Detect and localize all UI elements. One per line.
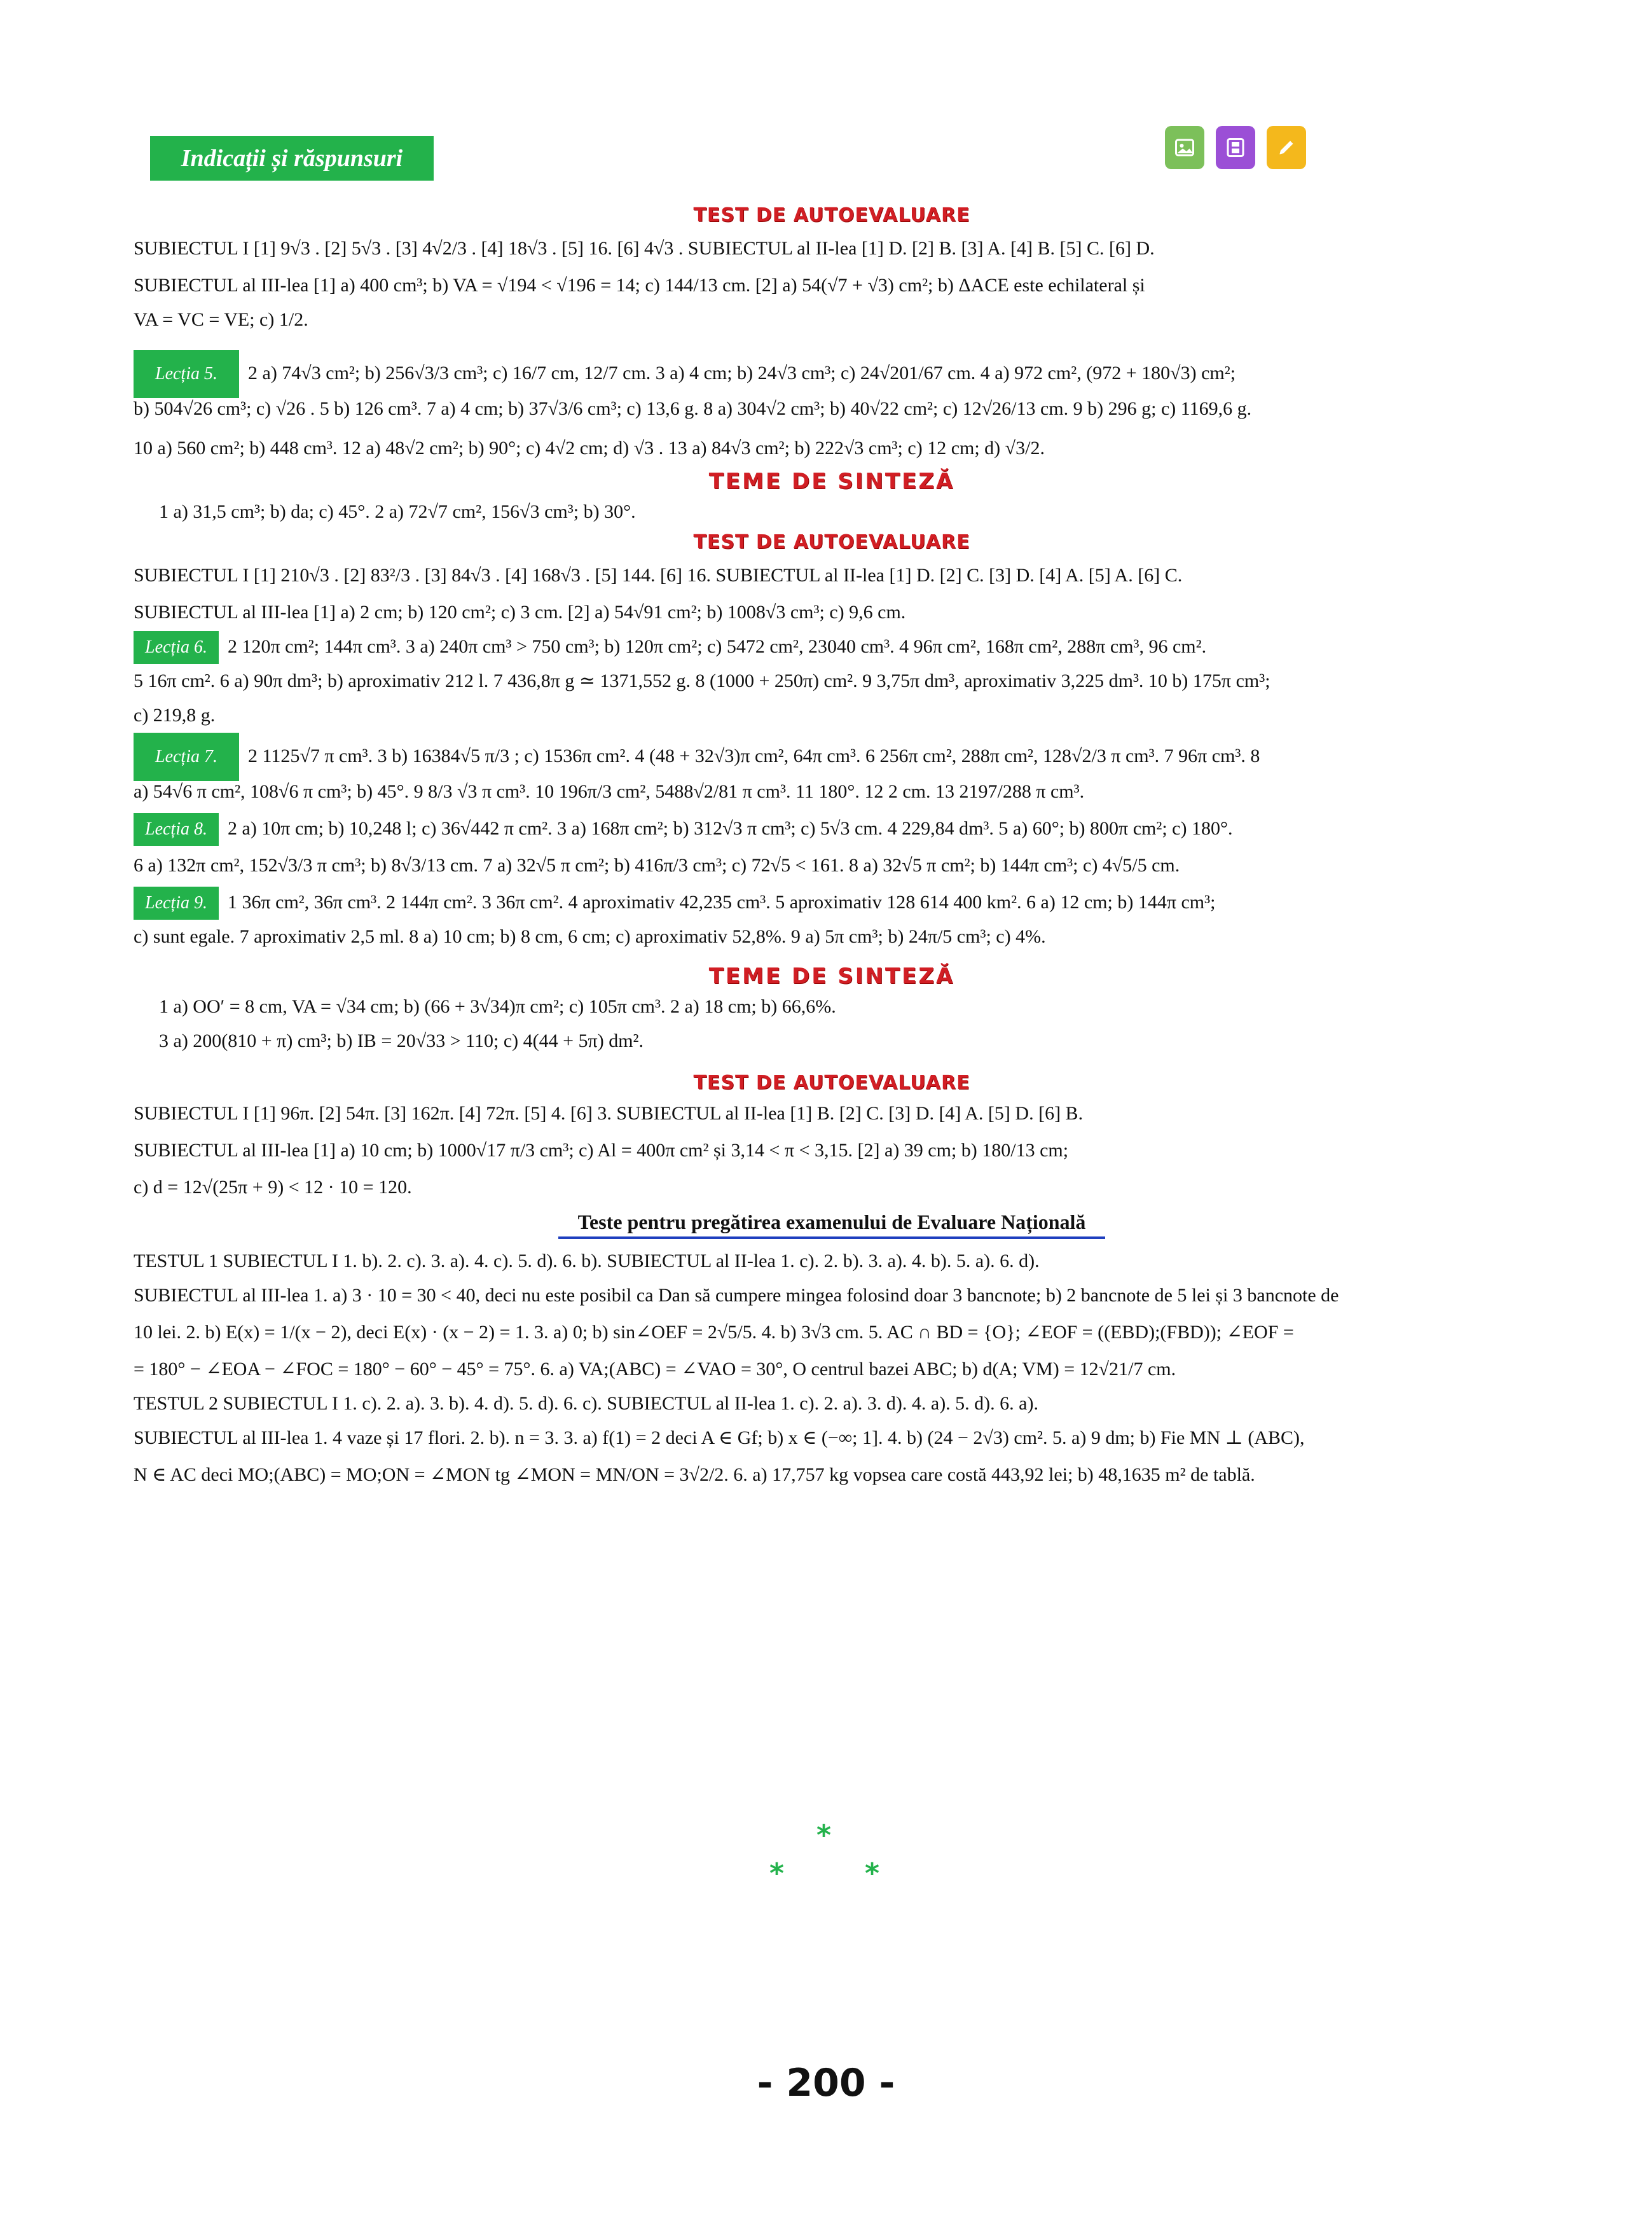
lesson-6-label: Lecția 6. — [134, 631, 219, 664]
test-title-2: TEST DE AUTOEVALUARE — [693, 531, 970, 553]
lesson9-text-1: 1 36π cm², 36π cm³. 2 144π cm². 3 36π cm². 4 aproximativ 42,235 cm³. 5 aproximativ 128 614 400 km². 6 a) 12 cm; b) 144π cm³; — [228, 892, 1216, 913]
lesson5-line-2: b) 504√26 cm³; c) √26 . 5 b) 126 cm³. 7 a) 4 cm; b) 37√3/6 cm³; c) 13,6 g. 8 a) 304√2 cm³; b) 40√22 cm²; c) 12√26/13 cm. 9 b) 296 g; c) 1169,6 g. — [134, 398, 1252, 419]
test2-line-2: SUBIECTUL al III-lea [1] a) 2 cm; b) 120 cm²; c) 3 cm. [2] a) 54√91 cm²; b) 1008√3 cm³; c) 9,6 cm. — [134, 602, 906, 623]
lesson6-line-3: c) 219,8 g. — [134, 705, 216, 726]
exam-line-2: SUBIECTUL al III-lea 1. a) 3 · 10 = 30 < 40, deci nu este posibil ca Dan să cumpere mingea folosind doar 3 bancnote; b) 2 bancnote de 5 lei și 3 bancnote de — [134, 1285, 1339, 1306]
exam-line-6: SUBIECTUL al III-lea 1. 4 vaze și 17 flori. 2. b). n = 3. 3. a) f(1) = 2 deci A ∈ Gf; b) x ∈ (−∞; 1]. 4. b) (24 − 2√3) cm². 5. a) 9 dm; b) Fie MN ⊥ (ABC), — [134, 1427, 1305, 1448]
test3-line-2: SUBIECTUL al III-lea [1] a) 10 cm; b) 1000√17 π/3 cm³; c) Al = 400π cm² și 3,14 < π < 3,15. [2] a) 39 cm; b) 180/13 cm; — [134, 1140, 1069, 1161]
toolbar — [1165, 126, 1306, 169]
exam-line-3: 10 lei. 2. b) E(x) = 1/(x − 2), deci E(x) · (x − 2) = 1. 3. a) 0; b) sin∠OEF = 2√5/5. 4. b) 3√3 cm. 5. AC ∩ BD = {O}; ∠EOF = ((EBD);(FBD)); ∠EOF = — [134, 1322, 1294, 1343]
star-icon: * — [865, 1857, 880, 1890]
lesson7-text-1: 2 1125√7 π cm³. 3 b) 16384√5 π/3 ; c) 1536π cm². 4 (48 + 32√3)π cm², 64π cm³. 6 256π cm², 288π cm², 128√2/3 π cm³. 7 96π cm³. 8 — [248, 745, 1260, 766]
exam-line-7: N ∈ AC deci MO;(ABC) = MO;ON = ∠MON tg ∠MON = MN/ON = 3√2/2. 6. a) 17,757 kg vopsea care costă 443,92 lei; b) 48,1635 m² de tablă. — [134, 1464, 1255, 1485]
lesson9-line-2: c) sunt egale. 7 aproximativ 2,5 ml. 8 a) 10 cm; b) 8 cm, 6 cm; c) aproximativ 52,8%. 9 a) 5π cm³; b) 24π/5 cm³; c) 4%. — [134, 926, 1046, 947]
lesson6-line-1 — [134, 630, 1530, 664]
lesson9-line-1 — [134, 885, 1530, 920]
lesson-8-label: Lecția 8. — [134, 813, 219, 846]
section-header: Indicații și răspunsuri — [150, 136, 434, 181]
synthesis1-line-1: 1 a) 31,5 cm³; b) da; c) 45°. 2 a) 72√7 cm², 156√3 cm³; b) 30°. — [159, 501, 636, 522]
decorative-stars — [750, 1819, 903, 1889]
synthesis2-line-1: 1 a) OO′ = 8 cm, VA = √34 cm; b) (66 + 3√34)π cm²; c) 105π cm³. 2 a) 18 cm; b) 66,6%. — [159, 996, 836, 1017]
lesson5-line-1 — [134, 350, 1530, 389]
lesson7-line-2: a) 54√6 π cm², 108√6 π cm³; b) 45°. 9 8/3 √3 π cm³. 10 196π/3 cm², 5488√2/81 π cm³. 11 180°. 12 2 cm. 13 2197/288 π cm³. — [134, 781, 1085, 802]
synthesis-title-2: TEME DE SINTEZĂ — [708, 964, 955, 989]
lesson7-line-1 — [134, 733, 1530, 772]
lesson6-text-1: 2 120π cm²; 144π cm³. 3 a) 240π cm³ > 750 cm³; b) 120π cm²; c) 5472 cm², 23040 cm³. 4 96π cm², 168π cm², 288π cm³, 96 cm². — [228, 636, 1207, 657]
lesson5-text-1: 2 a) 74√3 cm²; b) 256√3/3 cm³; c) 16/7 cm, 12/7 cm. 3 a) 4 cm; b) 24√3 cm³; c) 24√201/67 cm. 4 a) 972 cm², (972 + 180√3) cm²; — [248, 363, 1236, 384]
image-icon[interactable] — [1165, 126, 1204, 169]
test-title-3: TEST DE AUTOEVALUARE — [693, 1072, 970, 1094]
synthesis-title-1: TEME DE SINTEZĂ — [708, 469, 955, 494]
page-number: - 200 - — [757, 2061, 895, 2105]
lesson5-line-3: 10 a) 560 cm²; b) 448 cm³. 12 a) 48√2 cm²; b) 90°; c) 4√2 cm; d) √3 . 13 a) 84√3 cm²; b) 222√3 cm³; c) 12 cm; d) √3/2. — [134, 438, 1045, 459]
test1-line-2: SUBIECTUL al III-lea [1] a) 400 cm³; b) VA = √194 < √196 = 14; c) 144/13 cm. [2] a) 54(√7 + √3) cm²; b) ΔACE este echilateral și — [134, 275, 1145, 296]
test3-line-3: c) d = 12√(25π + 9) < 12 · 10 = 120. — [134, 1177, 412, 1198]
test1-line-3: VA = VC = VE; c) 1/2. — [134, 309, 308, 330]
exam-prep-title: Teste pentru pregătirea examenului de Evaluare Națională — [558, 1211, 1105, 1239]
lesson8-line-1 — [134, 812, 1530, 846]
lesson-9-label: Lecția 9. — [134, 887, 219, 920]
test-title-1: TEST DE AUTOEVALUARE — [693, 204, 970, 226]
test3-line-1: SUBIECTUL I [1] 96π. [2] 54π. [3] 162π. [4] 72π. [5] 4. [6] 3. SUBIECTUL al II-lea [1] B. [2] C. [3] D. [4] A. [5] D. [6] B. — [134, 1103, 1084, 1124]
lesson8-line-2: 6 a) 132π cm², 152√3/3 π cm³; b) 8√3/13 cm. 7 a) 32√5 π cm²; b) 416π/3 cm³; c) 72√5 < 161. 8 a) 32√5 π cm²; b) 144π cm³; c) 4√5/5 cm. — [134, 855, 1180, 876]
film-icon[interactable] — [1216, 126, 1255, 169]
test1-line-1: SUBIECTUL I [1] 9√3 . [2] 5√3 . [3] 4√2/3 . [4] 18√3 . [5] 16. [6] 4√3 . SUBIECTUL al II-lea [1] D. [2] B. [3] A. [4] B. [5] C. [6] D. — [134, 238, 1155, 259]
exam-line-5: TESTUL 2 SUBIECTUL I 1. c). 2. a). 3. b). 4. d). 5. d). 6. c). SUBIECTUL al II-lea 1. c). 2. a). 3. d). 4. a). 5. d). 6. a). — [134, 1393, 1038, 1414]
lesson6-line-2: 5 16π cm². 6 a) 90π dm³; b) aproximativ 212 l. 7 436,8π g ≃ 1371,552 g. 8 (1000 + 250π) cm². 9 3,75π dm³, aproximativ 3,225 dm³. 10 b) 175π cm³; — [134, 670, 1270, 691]
lesson8-text-1: 2 a) 10π cm; b) 10,248 l; c) 36√442 π cm². 3 a) 168π cm²; b) 312√3 π cm³; c) 5√3 cm. 4 229,84 dm³. 5 a) 60°; b) 800π cm²; c) 180°. — [228, 818, 1233, 839]
star-icon: * — [816, 1819, 832, 1852]
exam-line-1: TESTUL 1 SUBIECTUL I 1. b). 2. c). 3. a). 4. c). 5. d). 6. b). SUBIECTUL al II-lea 1. c). 2. b). 3. a). 4. b). 5. a). 6. d). — [134, 1250, 1040, 1271]
lesson-7-label: Lecția 7. — [134, 733, 239, 781]
exam-line-4: = 180° − ∠EOA − ∠FOC = 180° − 60° − 45° = 75°. 6. a) VA;(ABC) = ∠VAO = 30°, O centrul bazei ABC; b) d(A; VM) = 12√21/7 cm. — [134, 1359, 1176, 1380]
synthesis2-line-2: 3 a) 200(810 + π) cm³; b) IB = 20√33 > 110; c) 4(44 + 5π) dm². — [159, 1030, 644, 1051]
star-icon: * — [769, 1857, 785, 1890]
answers-content — [134, 202, 1530, 1495]
lesson-5-label: Lecția 5. — [134, 350, 239, 398]
pencil-icon[interactable] — [1267, 126, 1306, 169]
test2-line-1: SUBIECTUL I [1] 210√3 . [2] 83²/3 . [3] 84√3 . [4] 168√3 . [5] 144. [6] 16. SUBIECTUL al II-lea [1] D. [2] C. [3] D. [4] A. [5] A. [6] C. — [134, 565, 1183, 586]
